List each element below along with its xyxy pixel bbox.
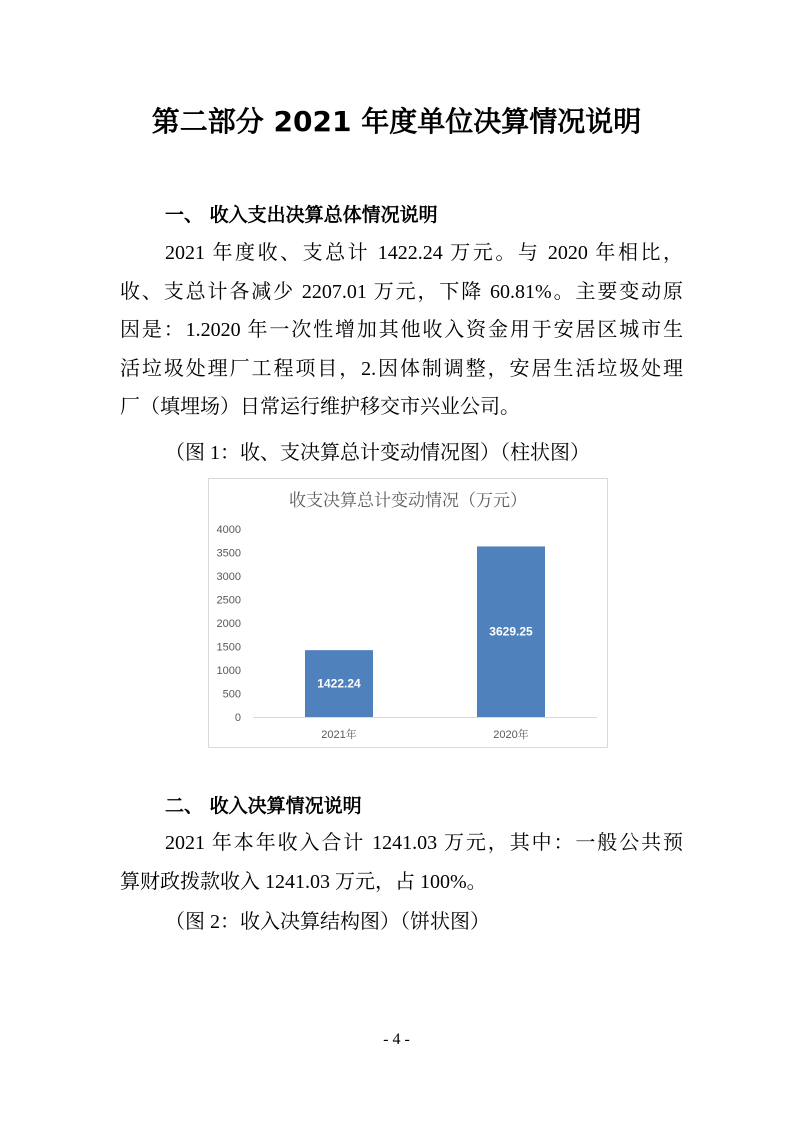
page-title: 第二部分 2021 年度单位决算情况说明	[151, 105, 642, 138]
y-tick-label: 1000	[216, 665, 241, 677]
paragraph-line: 厂（填埋场）日常运行维护移交市兴业公司。	[120, 396, 520, 418]
y-tick-label: 3000	[216, 571, 241, 583]
chart-plot-area	[209, 479, 607, 747]
figure-caption-1: （图 1：收、支决算总计变动情况图）（柱状图）	[165, 442, 590, 464]
paragraph-line: 因是：1.2020 年一次性增加其他收入资金用于安居区城市生	[120, 319, 683, 341]
data-label-1: 1422.24	[317, 676, 361, 691]
data-label-2: 3629.25	[489, 624, 533, 639]
paragraph-line: 2021 年度收、支总计 1422.24 万元。与 2020 年相比，	[165, 242, 683, 264]
bar-chart	[208, 478, 608, 748]
x-tick-label-2: 2020年	[493, 729, 529, 741]
paragraph-line: 算财政拨款收入 1241.03 万元，占 100%。	[120, 870, 487, 893]
y-tick-label: 2000	[216, 618, 241, 630]
y-tick-label: 4000	[216, 524, 241, 536]
y-tick-label: 2500	[216, 594, 241, 607]
paragraph-line: 收、支总计各减少 2207.01 万元，下降 60.81%。主要变动原	[120, 280, 683, 303]
paragraph-line: 2021 年本年收入合计 1241.03 万元，其中：一般公共预	[165, 832, 683, 854]
section-heading-income-expenditure-overview: 一、 收入支出决算总体情况说明	[165, 204, 438, 226]
section-heading-income: 二、 收入决算情况说明	[165, 795, 362, 817]
y-tick-label: 3500	[216, 547, 241, 560]
paragraph-line: 活垃圾处理厂工程项目，2.因体制调整，安居生活垃圾处理	[120, 357, 683, 380]
y-tick-label: 0	[234, 712, 241, 724]
page-number: - 4 -	[383, 1031, 410, 1048]
y-tick-label: 1500	[216, 641, 241, 654]
chart-title: 收支决算总计变动情况（万元）	[289, 491, 527, 511]
section2-paragraph	[120, 824, 683, 901]
section1-paragraph	[120, 234, 683, 427]
x-tick-label-1: 2021年	[321, 729, 357, 741]
y-tick-label: 500	[222, 688, 241, 701]
figure-caption-2: （图 2：收入决算结构图）（饼状图）	[165, 911, 490, 933]
